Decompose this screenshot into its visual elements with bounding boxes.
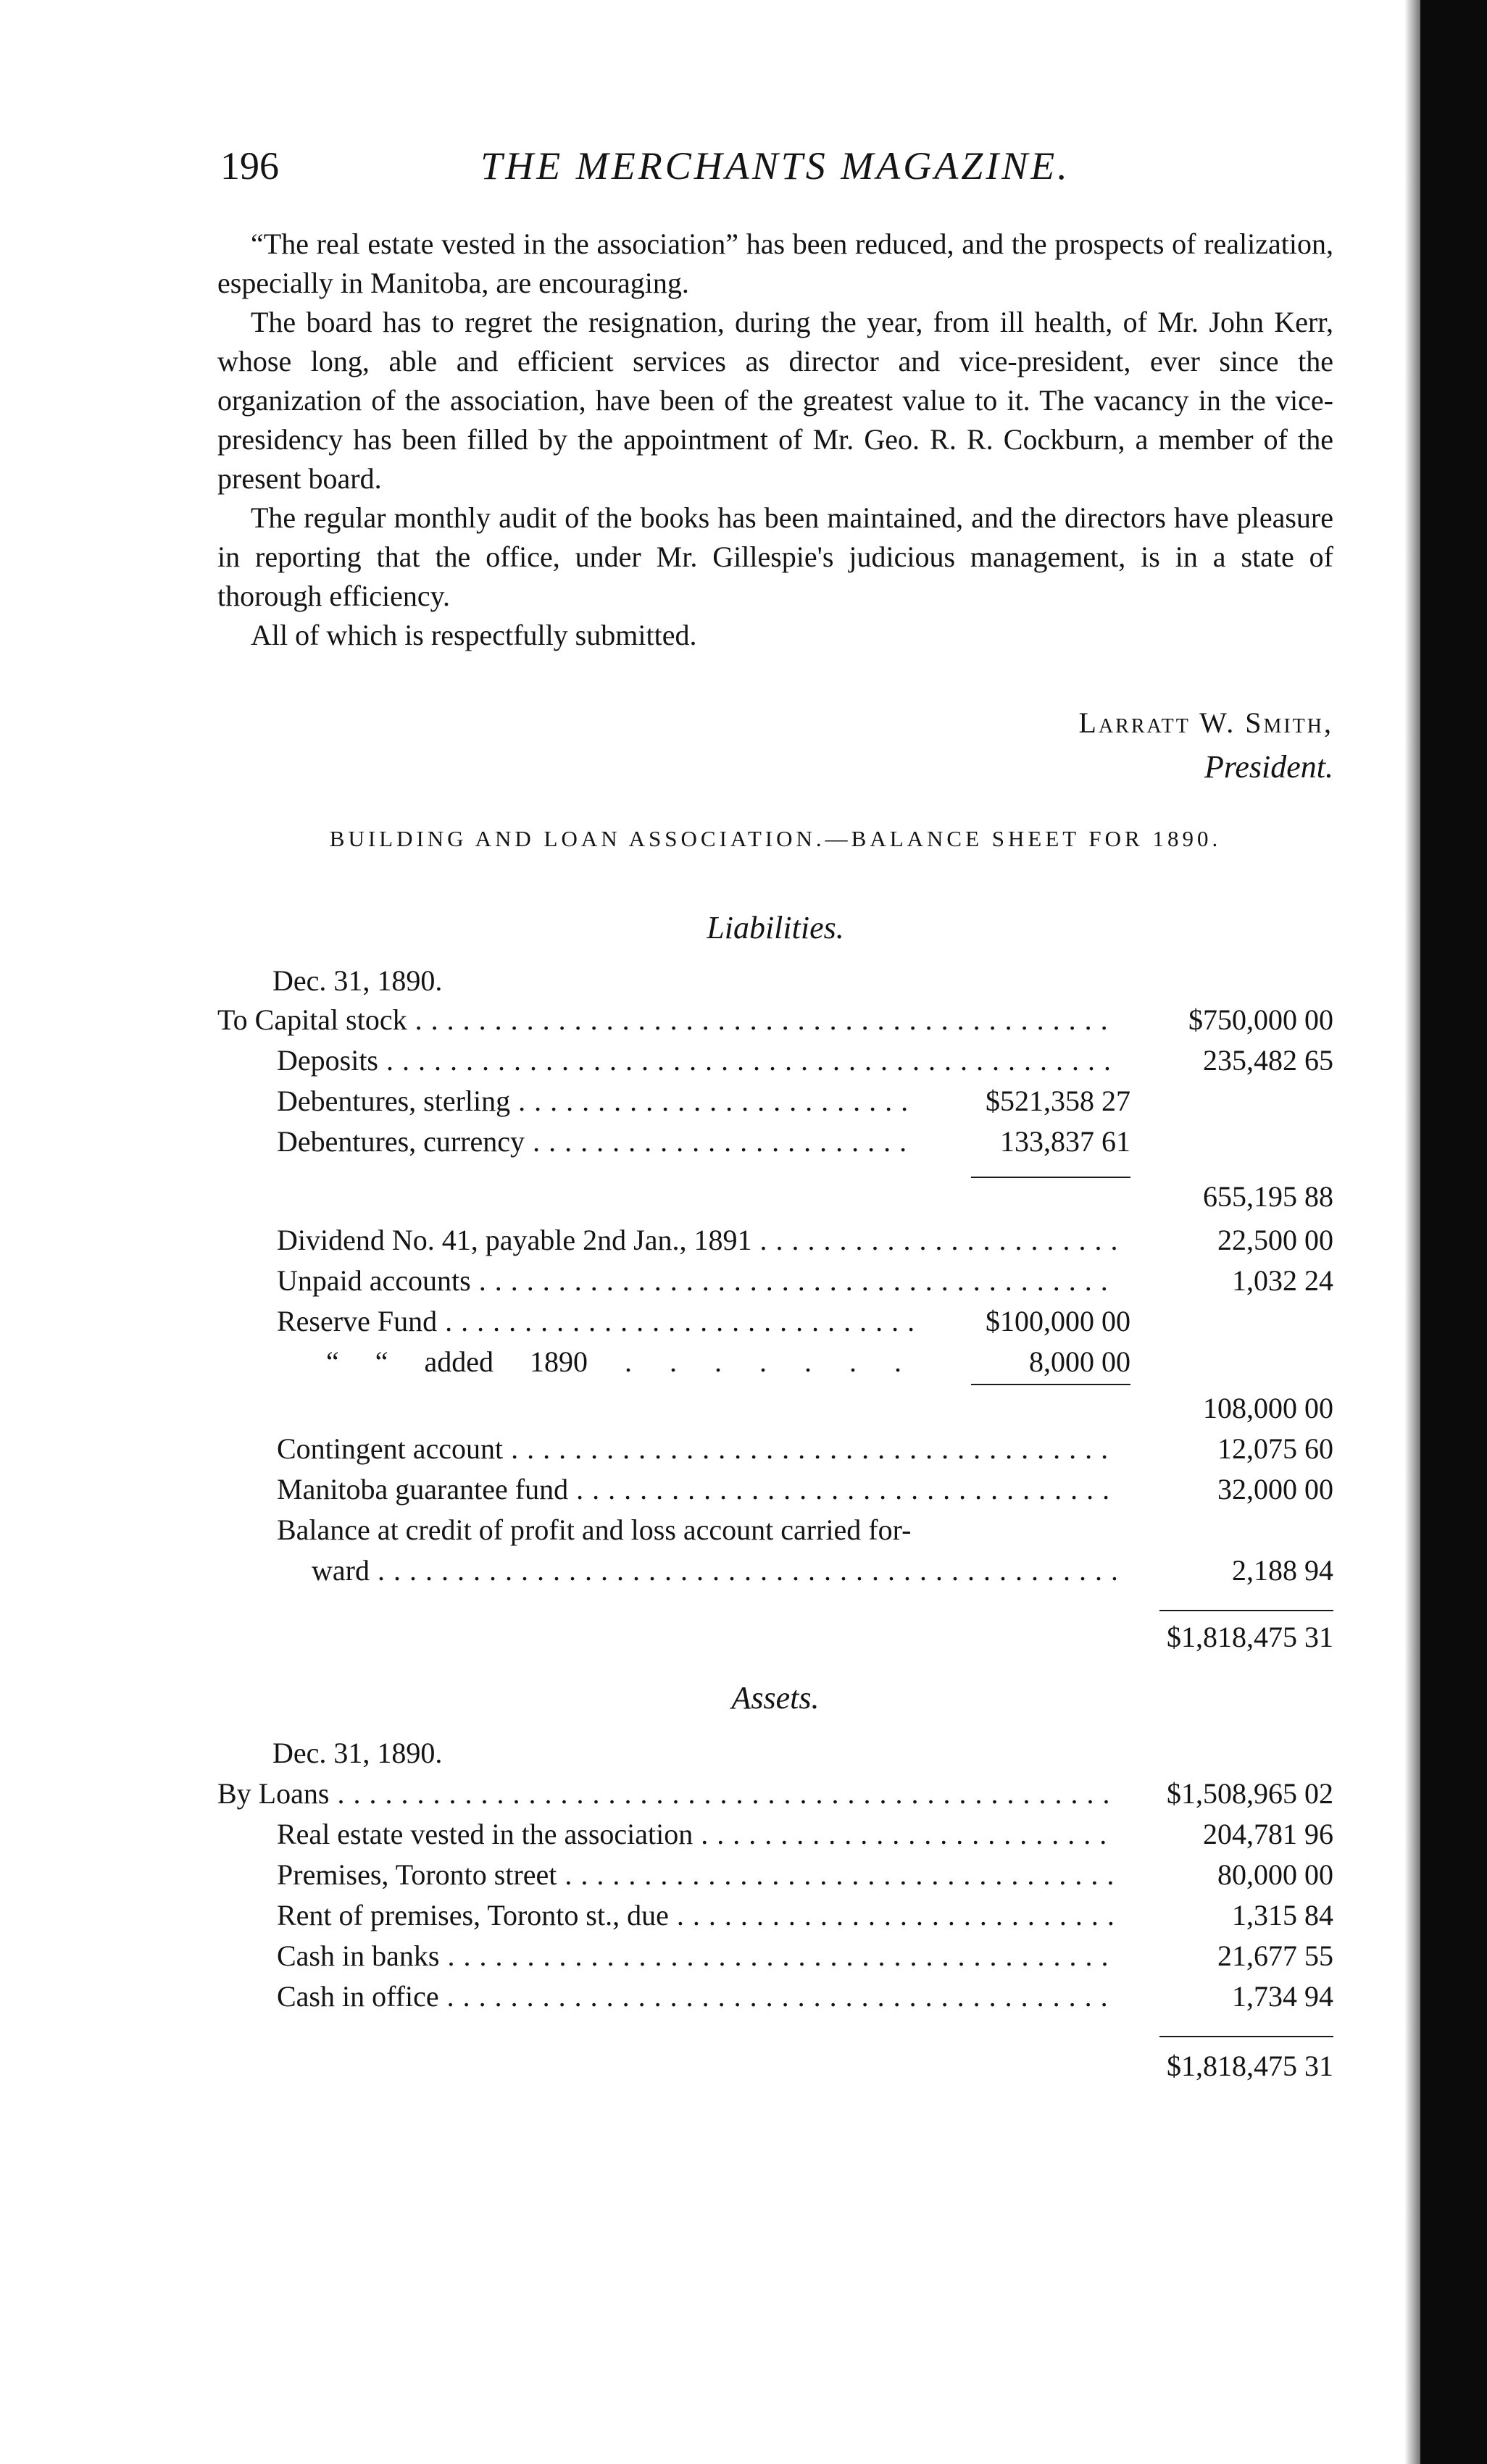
liabilities-date: Dec. 31, 1890. xyxy=(272,964,443,997)
table-row xyxy=(217,1084,1333,1124)
signature-block xyxy=(1079,701,1333,790)
paragraph: The board has to regret the resignation, during the year, from ill health, of Mr. John Kerr, whose long, able and efficient services as director and vice-president, ever since the organization of the association, have been of the greatest value to it. The vacancy in the vice-presidency has been filled by the appointment of Mr. Geo. R. R. Cockburn, a member of the present board. xyxy=(217,306,1333,495)
row-label: Deposits . . . xyxy=(277,1043,1116,1077)
row-amount: 235,482 65 xyxy=(1203,1044,1333,1077)
row-amount: 32,000 00 xyxy=(1217,1473,1333,1505)
table-row xyxy=(217,1223,1333,1264)
report-text xyxy=(217,225,1333,655)
row-label: Manitoba guarantee fund . . . xyxy=(277,1472,1116,1506)
table-row xyxy=(217,1304,1333,1345)
row-label: “ “ added 1890 . . . xyxy=(326,1345,915,1379)
row-amount: 204,781 96 xyxy=(1203,1818,1333,1850)
page-header xyxy=(217,143,1333,201)
paragraph: “The real estate vested in the association” has been reduced, and the prospects of realization, especially in Manitoba, are encouraging. xyxy=(217,227,1333,299)
total-rule xyxy=(1159,1610,1333,1611)
table-row xyxy=(217,1817,1333,1858)
table-row xyxy=(217,1165,1333,1213)
row-label: By Loans . . . xyxy=(217,1776,1116,1811)
row-subamount: 8,000 00 xyxy=(1029,1345,1130,1378)
row-amount: 22,500 00 xyxy=(1217,1224,1333,1256)
table-row xyxy=(217,1979,1333,2020)
paragraph: All of which is respectfully submitted. xyxy=(251,619,697,651)
signatory-name: Larratt W. Smith, xyxy=(1078,706,1333,739)
liabilities-title: Liabilities. xyxy=(707,910,844,945)
row-subamount: 133,837 61 xyxy=(1000,1125,1130,1158)
total-rule xyxy=(1159,2036,1333,2037)
table-row xyxy=(217,1432,1333,1472)
row-amount: 655,195 88 xyxy=(1203,1180,1333,1213)
row-label: Reserve Fund . . . xyxy=(277,1304,915,1338)
table-row xyxy=(217,1513,1333,1553)
row-label: Contingent account . . . xyxy=(277,1432,1116,1466)
row-label: ward . . . xyxy=(312,1553,1116,1587)
row-amount: 12,075 60 xyxy=(1217,1432,1333,1465)
signatory-title: President. xyxy=(1204,749,1333,785)
table-row xyxy=(217,1472,1333,1513)
table-row xyxy=(217,1858,1333,1898)
row-label: Cash in office . . . xyxy=(277,1979,1116,2013)
liabilities-total: $1,818,475 31 xyxy=(1167,1621,1333,1653)
row-label: Rent of premises, Toronto st., due . . . xyxy=(277,1898,1116,1932)
row-label: Real estate vested in the association . . . xyxy=(277,1817,1116,1851)
table-row xyxy=(217,1776,1333,1817)
row-amount: 80,000 00 xyxy=(1217,1858,1333,1891)
row-label: Cash in banks . . . xyxy=(277,1939,1116,1973)
paragraph: The regular monthly audit of the books has been maintained, and the directors have pleasure in reporting that the office, under Mr. Gillespie's judicious management, is in a state of thorough efficiency. xyxy=(217,501,1333,612)
row-label: Balance at credit of profit and loss account carried for- xyxy=(277,1513,912,1546)
scan-edge-shadow xyxy=(1420,0,1487,2464)
row-label: Debentures, currency . . . xyxy=(277,1124,915,1158)
row-label: Unpaid accounts . . . xyxy=(277,1264,1116,1298)
running-title: THE MERCHANTS MAGAZINE. xyxy=(480,144,1070,188)
balance-sheet-heading: BUILDING AND LOAN ASSOCIATION.—BALANCE SHEET FOR 1890. xyxy=(329,826,1222,851)
assets-title: Assets. xyxy=(731,1680,820,1716)
table-row xyxy=(217,1553,1333,1594)
row-amount: 1,032 24 xyxy=(1232,1264,1333,1297)
table-row xyxy=(217,1377,1333,1424)
table-row xyxy=(217,1264,1333,1304)
table-row xyxy=(217,1898,1333,1939)
table-row xyxy=(217,1003,1333,1043)
table-row xyxy=(217,1043,1333,1084)
row-amount: 21,677 55 xyxy=(1217,1939,1333,1972)
row-amount: 108,000 00 xyxy=(1203,1392,1333,1424)
row-label: Premises, Toronto street . . . xyxy=(277,1858,1116,1892)
assets-total: $1,818,475 31 xyxy=(1167,2050,1333,2082)
row-amount: 2,188 94 xyxy=(1232,1554,1333,1587)
row-amount: 1,315 84 xyxy=(1232,1899,1333,1931)
table-row xyxy=(217,1124,1333,1165)
row-label: Dividend No. 41, payable 2nd Jan., 1891 . . . xyxy=(277,1223,1116,1257)
assets-date: Dec. 31, 1890. xyxy=(272,1737,443,1769)
row-subamount: $100,000 00 xyxy=(986,1305,1130,1337)
row-amount: $750,000 00 xyxy=(1188,1003,1333,1036)
row-label: Debentures, sterling . . . xyxy=(277,1084,915,1118)
page-number: 196 xyxy=(220,144,279,188)
row-subamount: $521,358 27 xyxy=(986,1085,1130,1117)
table-row xyxy=(217,1939,1333,1979)
row-label: To Capital stock . . . xyxy=(217,1003,1116,1037)
row-amount: $1,508,965 02 xyxy=(1167,1777,1333,1810)
row-amount: 1,734 94 xyxy=(1232,1980,1333,2013)
